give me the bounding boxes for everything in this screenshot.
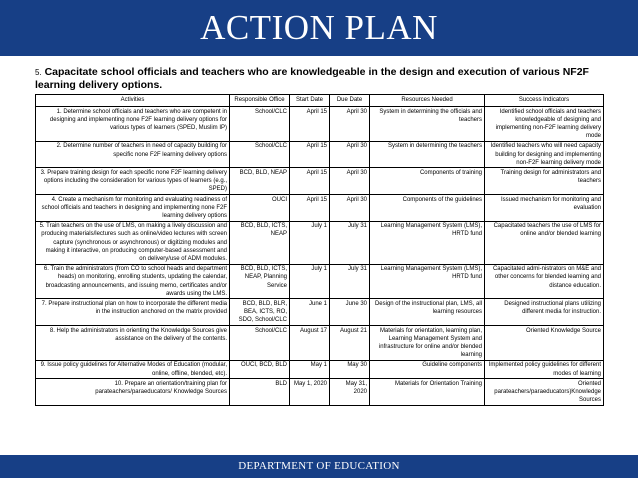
objective-number: 5. xyxy=(35,68,42,77)
cell-due-date: June 30 xyxy=(330,299,370,326)
column-header-success-indicators: Success Indicators xyxy=(485,95,604,107)
column-header-responsible-office: Responsible Office xyxy=(230,95,290,107)
cell-responsible-office: BCD, BLD, BLR, BEA, ICTS, RO, SDO, School/CLC xyxy=(230,299,290,326)
cell-start-date: June 1 xyxy=(290,299,330,326)
cell-due-date: April 30 xyxy=(330,141,370,168)
cell-activity: 5. Train teachers on the use of LMS, on making a lively discussion and producing materials/lectures such as online/video lectures with screen capture (synchronous or asynchronous) or digitizing modules and making it interactive, on producing computer-based assessment and on delivery/use of ADM modules. xyxy=(36,221,230,264)
table-header xyxy=(36,95,604,107)
cell-success-indicators: Training design for administrators and teachers xyxy=(485,168,604,195)
column-header-resources-needed: Resources Needed xyxy=(370,95,485,107)
cell-activity: 10. Prepare an orientation/training plan for parateachers/paraeducators/ Knowledge Sources xyxy=(36,379,230,406)
cell-start-date: April 15 xyxy=(290,141,330,168)
footer-banner xyxy=(0,455,638,478)
table-row xyxy=(36,168,604,195)
cell-responsible-office: School/CLC xyxy=(230,107,290,142)
cell-start-date: August 17 xyxy=(290,326,330,361)
table-row xyxy=(36,221,604,264)
cell-resources-needed: System in determining the teachers xyxy=(370,141,485,168)
cell-responsible-office: OUCI, BCD, BLD xyxy=(230,360,290,378)
cell-activity: 7. Prepare instructional plan on how to incorporate the different media in the instruction anchored on the matrix provided xyxy=(36,299,230,326)
cell-responsible-office: BCD, BLD, NEAP xyxy=(230,168,290,195)
column-header-activity: Activities xyxy=(36,95,230,107)
cell-start-date: May 1, 2020 xyxy=(290,379,330,406)
cell-resources-needed: Components of training xyxy=(370,168,485,195)
table-row xyxy=(36,264,604,299)
cell-start-date: May 1 xyxy=(290,360,330,378)
cell-responsible-office: BCD, BLD, ICTS, NEAP xyxy=(230,221,290,264)
objective-statement xyxy=(35,66,610,92)
cell-resources-needed: Materials for Orientation Training xyxy=(370,379,485,406)
cell-responsible-office: School/CLC xyxy=(230,326,290,361)
cell-activity: 2. Determine number of teachers in need of capacity building for specific none F2F learning delivery options xyxy=(36,141,230,168)
cell-resources-needed: Guideline components xyxy=(370,360,485,378)
cell-success-indicators: Capacitated admi-nistrators on M&E and other concerns for blended learning and distance education. xyxy=(485,264,604,299)
cell-success-indicators: Oriented Knowledge Source xyxy=(485,326,604,361)
column-header-due-date: Due Date xyxy=(330,95,370,107)
cell-responsible-office: BLD xyxy=(230,379,290,406)
cell-due-date: July 31 xyxy=(330,264,370,299)
objective-text: Capacitate school officials and teachers who are knowledgeable in the design and execution of various NF2F learning delivery options. xyxy=(35,66,589,91)
cell-success-indicators: Identified school officials and teachers knowledgeable of designing and implementing non-F2F learning delivery mode xyxy=(485,107,604,142)
cell-activity: 3. Prepare training design for each specific none F2F learning delivery options including the consideration for various types of learners (e.g., SPED) xyxy=(36,168,230,195)
cell-resources-needed: Learning Management System (LMS), HRTD fund xyxy=(370,221,485,264)
cell-activity: 9. Issue policy guidelines for Alternative Modes of Education (modular, online, offline, blended, etc). xyxy=(36,360,230,378)
column-header-start-date: Start Date xyxy=(290,95,330,107)
cell-responsible-office: BCD, BLD, ICTS, NEAP, Planning Service xyxy=(230,264,290,299)
action-plan-table xyxy=(35,94,604,406)
cell-start-date: April 15 xyxy=(290,107,330,142)
header-row xyxy=(36,95,604,107)
header-banner xyxy=(0,0,638,56)
table-row xyxy=(36,360,604,378)
cell-due-date: August 21 xyxy=(330,326,370,361)
table-row xyxy=(36,379,604,406)
cell-success-indicators: Identified teachers who will need capacity building for designing and implementing non-F2F learning delivery mode xyxy=(485,141,604,168)
table-row xyxy=(36,195,604,222)
page-title: ACTION PLAN xyxy=(200,8,438,47)
cell-due-date: April 30 xyxy=(330,107,370,142)
cell-due-date: May 31, 2020 xyxy=(330,379,370,406)
cell-activity: 4. Create a mechanism for monitoring and evaluating readiness of school officials and teachers in designing and implementing none F2F learning delivery options xyxy=(36,195,230,222)
cell-start-date: April 15 xyxy=(290,168,330,195)
cell-activity: 8. Help the administrators in orienting the Knowledge Sources give assistance on the delivery of the contents. xyxy=(36,326,230,361)
cell-responsible-office: School/CLC xyxy=(230,141,290,168)
cell-resources-needed: Materials for orientation, learning plan, Learning Management System and infrastructure for online and/or blended learning xyxy=(370,326,485,361)
cell-due-date: July 31 xyxy=(330,221,370,264)
table-row xyxy=(36,107,604,142)
cell-success-indicators: Implemented policy guidelines for different modes of learning xyxy=(485,360,604,378)
cell-start-date: July 1 xyxy=(290,264,330,299)
cell-due-date: May 30 xyxy=(330,360,370,378)
cell-start-date: July 1 xyxy=(290,221,330,264)
cell-success-indicators: Designed instructional plans utilizing different media for instruction. xyxy=(485,299,604,326)
cell-responsible-office: OUCI xyxy=(230,195,290,222)
footer-text: DEPARTMENT OF EDUCATION xyxy=(238,460,400,472)
table-body xyxy=(36,107,604,406)
table-row xyxy=(36,141,604,168)
cell-resources-needed: Learning Management System (LMS), HRTD fund xyxy=(370,264,485,299)
cell-resources-needed: Components of the guidelines xyxy=(370,195,485,222)
cell-start-date: April 15 xyxy=(290,195,330,222)
cell-success-indicators: Oriented parateachers/paraeducators)Knowledge Sources xyxy=(485,379,604,406)
table-row xyxy=(36,326,604,361)
cell-due-date: April 30 xyxy=(330,168,370,195)
table-row xyxy=(36,299,604,326)
cell-activity: 1. Determine school officials and teachers who are competent in designing and implementing none F2F learning delivery options for various types of learners (SPED, Muslim IP) xyxy=(36,107,230,142)
cell-due-date: April 30 xyxy=(330,195,370,222)
cell-resources-needed: System in determining the officials and teachers xyxy=(370,107,485,142)
cell-success-indicators: Issued mechanism for monitoring and evaluation xyxy=(485,195,604,222)
cell-activity: 6. Train the administrators (from CO to school heads and department heads) on monitoring, enrolling students, updating the calendar, broadcasting announcements, and issuing memo, certificates and/or awards using the LMS. xyxy=(36,264,230,299)
cell-resources-needed: Design of the instructional plan, LMS, all learning resources xyxy=(370,299,485,326)
cell-success-indicators: Capacitated teachers the use of LMS for online and/or blended learning xyxy=(485,221,604,264)
